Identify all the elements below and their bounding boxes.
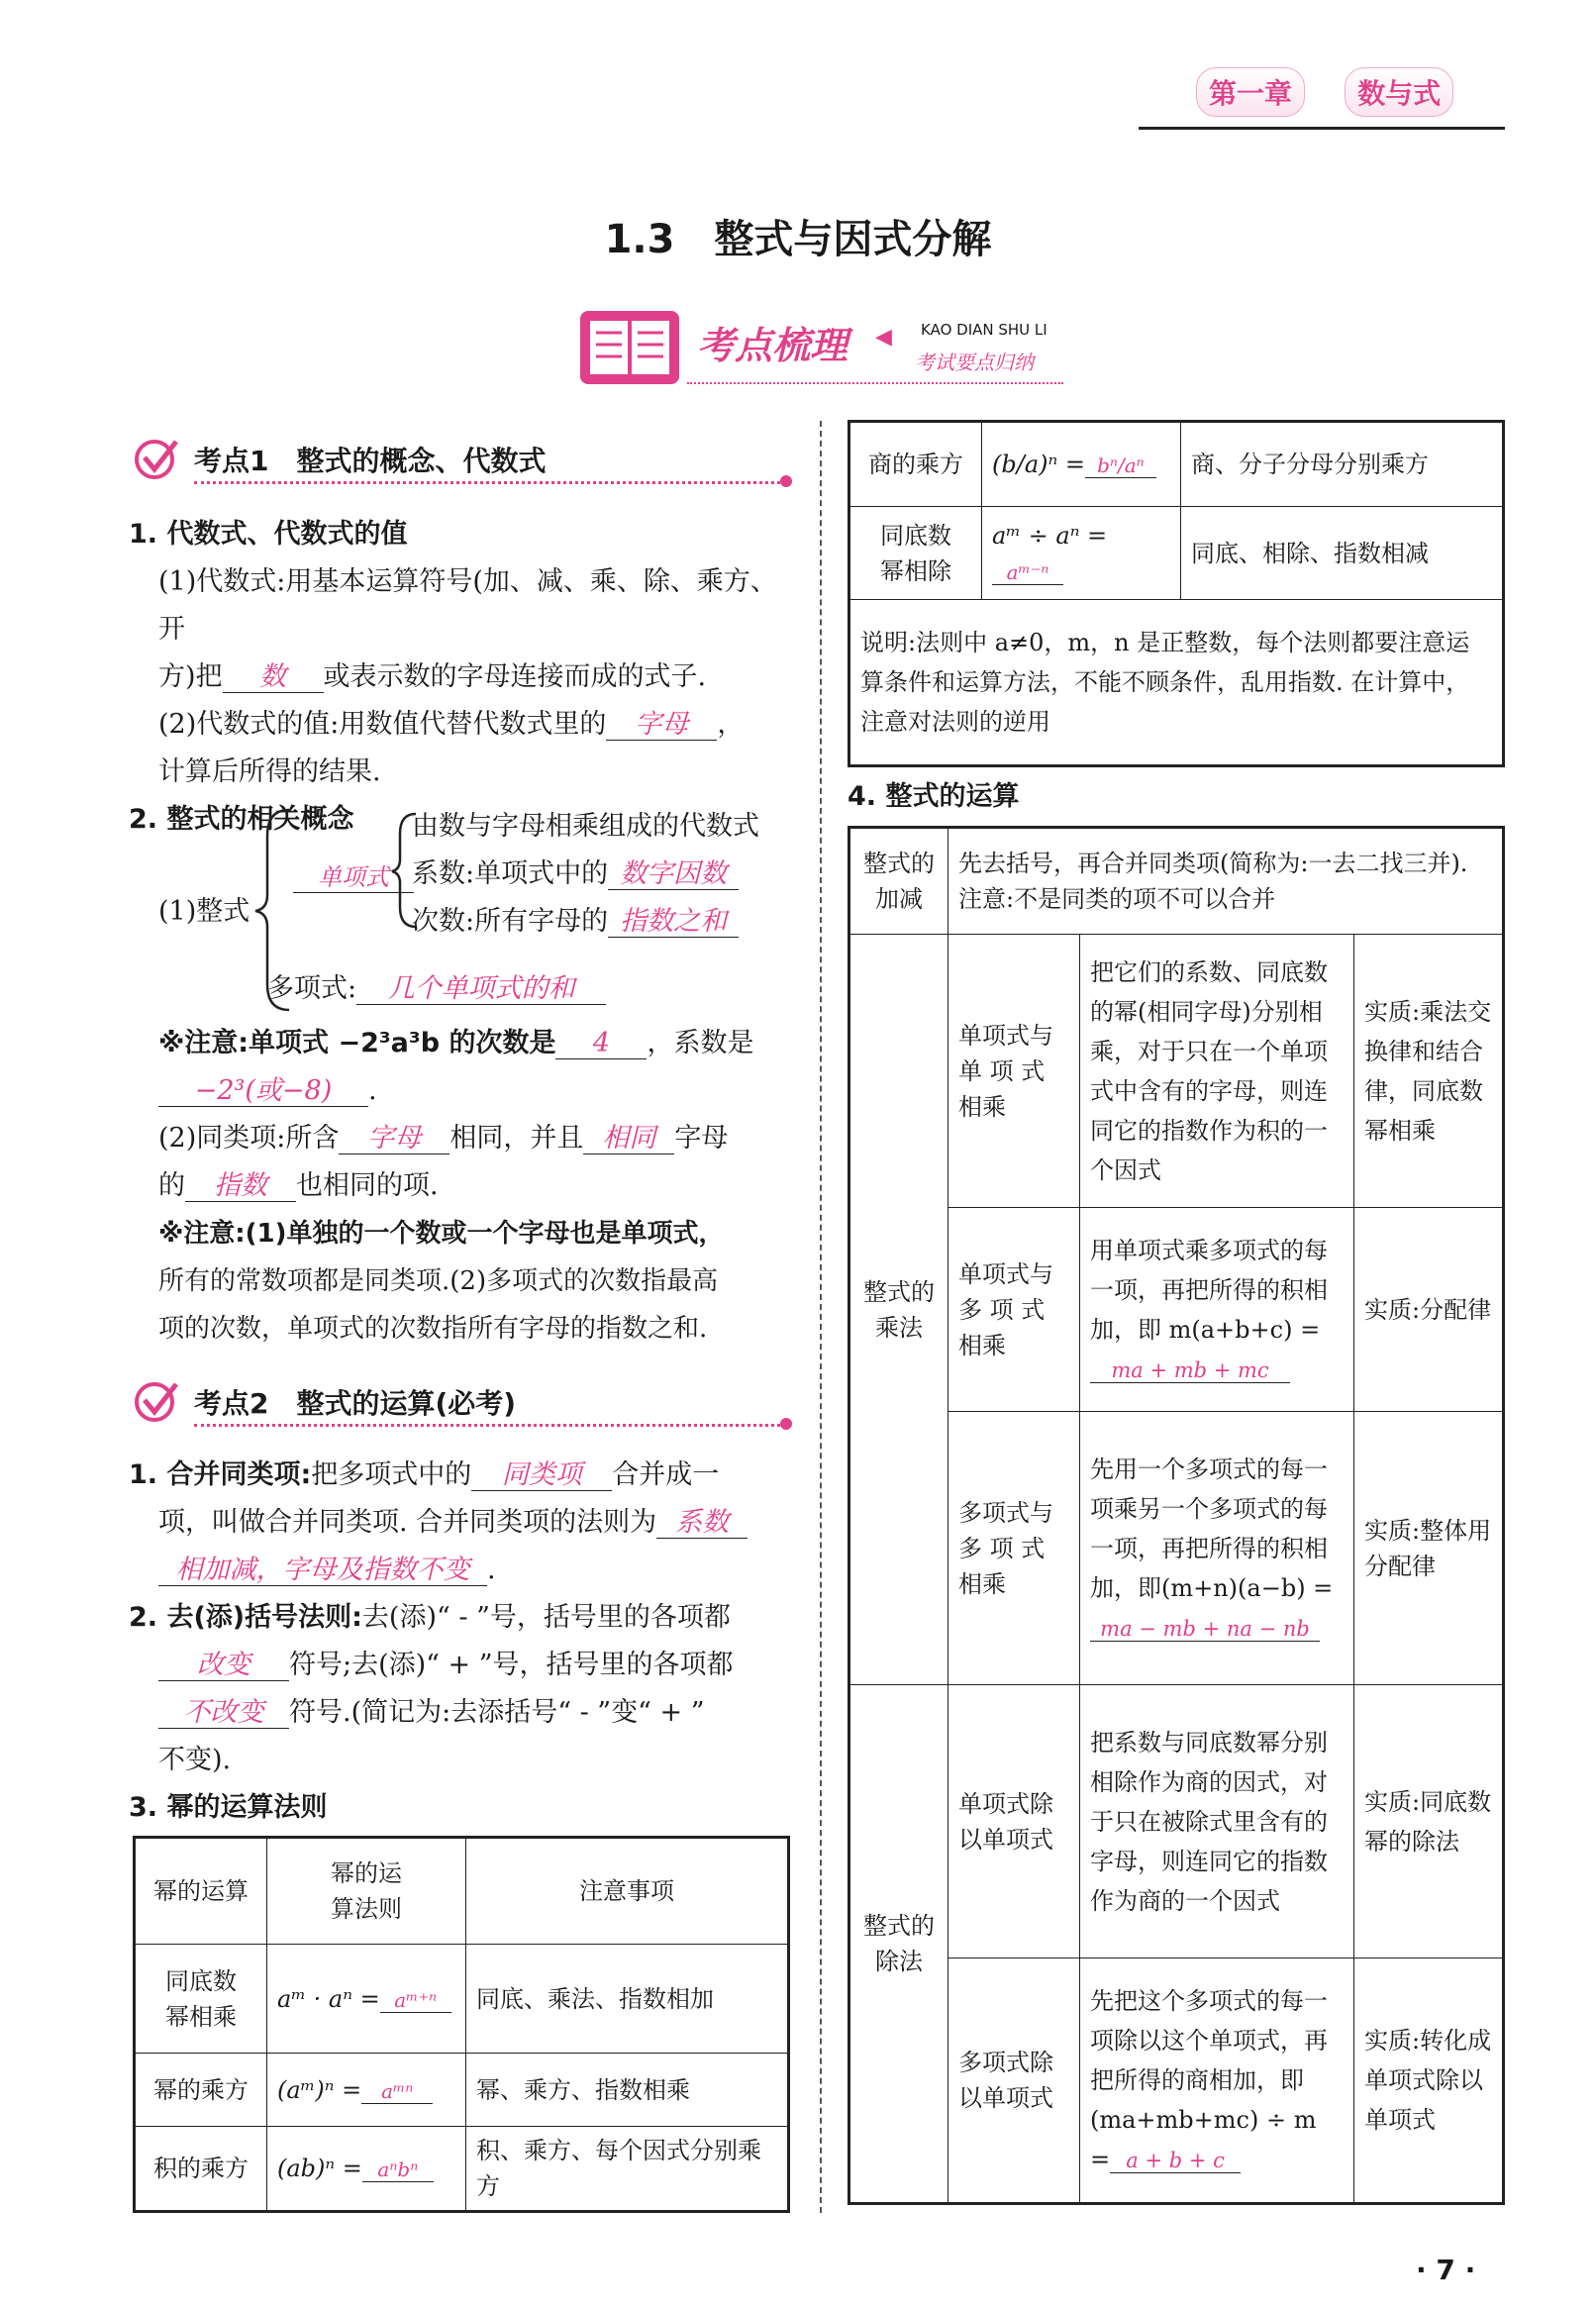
s2-ans-a: 字母 <box>339 1123 449 1154</box>
subject-label: 数与式 <box>1345 67 1453 117</box>
table-row <box>135 1945 789 2054</box>
note1-line2: −2³(或−8) . <box>129 1067 792 1115</box>
rt-r1-ans: aᵐ⁻ⁿ <box>992 561 1063 585</box>
pt-h0: 幂的运算 <box>135 1838 267 1945</box>
rt-r0-formula <box>982 422 1181 507</box>
table-row <box>849 422 1504 507</box>
ops-div-r1-ess: 实质:转化成单项式除以单项式 <box>1354 1958 1504 2204</box>
concept-brace <box>129 800 802 1028</box>
pt-r2-op: 积的乘方 <box>135 2127 267 2212</box>
pt-h1: 幂的运 算法则 <box>267 1838 466 1945</box>
kd1-body <box>129 511 792 844</box>
table-row <box>849 507 1504 600</box>
s2-item2c: 字母 <box>674 1123 729 1154</box>
s2-ans-c: 指数 <box>185 1170 296 1202</box>
power-table <box>133 1836 790 2213</box>
ops-mul-r2-ess: 实质:整体用分配律 <box>1354 1412 1504 1685</box>
ops-add-text: 先去括号，再合并同类项(简称为:一去二找三并). 注意:不是同类的项不可以合并 <box>948 828 1504 935</box>
note2c: 项的次数，单项式的次数指所有字母的指数之和. <box>158 1314 708 1344</box>
note2a-text: ※注意:(1)单独的一个数或一个字母也是单项式， <box>158 1219 725 1249</box>
note1 <box>129 1020 792 1067</box>
ops-div-name: 整式的 除法 <box>849 1685 948 2204</box>
kd2-title: 考点2 整式的运算(必考) <box>194 1387 517 1420</box>
s1-head: 1. 代数式、代数式的值 <box>129 519 408 550</box>
rt-r1-formula <box>982 507 1181 600</box>
m2-ans1: 改变 <box>158 1650 289 1681</box>
m1b: 把多项式中的 <box>311 1459 472 1490</box>
rt-r0-note: 商、分子分母分别乘方 <box>1181 422 1504 507</box>
banner-pinyin: KAO DIAN SHU LI <box>921 321 1047 339</box>
s1-p1c: 或表示数的字母连接而成的式子. <box>323 661 707 692</box>
ops-mul-r2-desc: 先用一个多项式的每一项乘另一个多项式的每一项，再把所得的积相加，即(m+n)(a−b) = <box>1090 1455 1334 1602</box>
note1b: ，系数是 <box>647 1028 754 1058</box>
s1-ans2: 字母 <box>606 709 717 741</box>
ops-mul-r2-cell <box>1080 1412 1354 1685</box>
s2-deg: 次数:所有字母的 <box>412 906 609 937</box>
check-icon <box>133 436 180 479</box>
m2d: 符号.(简记为:去添括号“ - ”变“ + ” <box>289 1697 705 1728</box>
note2b: 所有的常数项都是同类项.(2)多项式的次数指最高 <box>158 1266 719 1296</box>
note1-ans2: −2³(或−8) <box>158 1075 368 1107</box>
ops-mul-r2-ans: ma − mb + na − nb <box>1090 1617 1320 1642</box>
s2-def: 由数与字母相乘组成的代数式 <box>412 811 759 842</box>
m1-line3: 相加减，字母及指数不变 . <box>129 1547 802 1594</box>
s2-item2 <box>129 1115 792 1162</box>
s2-coef-ans: 数字因数 <box>608 858 739 890</box>
s2-coef: 系数:单项式中的 <box>412 858 609 889</box>
s2-deg-ans: 指数之和 <box>608 906 739 938</box>
ops-add-name: 整式的 加减 <box>849 828 948 935</box>
ops-div-r1-desc: 先把这个多项式的每一项除以这个单项式，再把所得的商相加，即(ma+mb+mc) ÷ m = <box>1090 1987 1328 2173</box>
m1c: 合并成一 <box>612 1459 720 1490</box>
rt-r1-f: aᵐ ÷ aⁿ = <box>992 521 1108 550</box>
banner-underline <box>687 382 1063 384</box>
rt-r1-op: 同底数 幂相除 <box>849 507 982 600</box>
banner-sub: 考试要点归纳 <box>915 351 1034 374</box>
ops-mul-r2-type: 多项式与 多 项 式 相乘 <box>948 1412 1080 1685</box>
rt-r0-f: (b/a)ⁿ = <box>992 451 1085 478</box>
table-row <box>849 1958 1504 2204</box>
m1-ans2a: 系数 <box>656 1507 748 1539</box>
m3: 3. 幂的运算法则 <box>129 1792 328 1823</box>
m2c: 符号;去(添)“ + ”号，括号里的各项都 <box>289 1650 734 1680</box>
book-icon <box>578 307 687 388</box>
header-rule <box>1139 127 1505 130</box>
m1-line2 <box>129 1499 802 1547</box>
s2-item2d: 的 <box>158 1170 185 1201</box>
m2-line1 <box>129 1594 802 1642</box>
ops-mul-name: 整式的 乘法 <box>849 935 948 1685</box>
m2-line2 <box>129 1642 802 1689</box>
ops-div-r1-type: 多项式除 以单项式 <box>948 1958 1080 2204</box>
pt-r0-ans: aᵐ⁺ⁿ <box>380 1989 451 2013</box>
ops-div-r0-type: 单项式除 以单项式 <box>948 1685 1080 1958</box>
page-number: · 7 · <box>1416 2254 1476 2286</box>
banner-arrow-icon: ◀ <box>875 325 892 350</box>
m2-line3 <box>129 1689 802 1737</box>
s1-p1a: (1)代数式:用基本运算符号(加、减、乘、除、乘方、开 <box>158 566 777 645</box>
section-banner <box>578 307 1063 388</box>
s2-item1: (1)整式 <box>158 896 250 927</box>
kd1-dotline <box>194 481 786 484</box>
table-row <box>849 935 1504 1208</box>
right-power-table <box>848 420 1505 767</box>
table-row <box>135 2054 789 2127</box>
pt-r1-op: 幂的乘方 <box>135 2054 267 2127</box>
kd2-dot <box>780 1418 792 1430</box>
s2-item2b: 相同，并且 <box>449 1123 584 1154</box>
table-row <box>135 2127 789 2212</box>
pt-h2: 注意事项 <box>466 1838 789 1945</box>
m1a: 1. 合并同类项: <box>129 1459 312 1490</box>
s2-duo-ans: 几个单项式的和 <box>356 973 606 1005</box>
rt-r0-ans: bⁿ/aⁿ <box>1085 454 1156 478</box>
pt-r0-f: aᵐ · aⁿ = <box>277 1984 380 2013</box>
ops-mul-r1-type: 单项式与 多 项 式 相乘 <box>948 1208 1080 1412</box>
pt-r0-note: 同底、乘法、指数相加 <box>466 1945 789 2054</box>
note1-ans1: 4 <box>555 1028 647 1059</box>
pt-r1-note: 幂、乘方、指数相乘 <box>466 2054 789 2127</box>
s1-p1b: 方)把 <box>158 661 223 692</box>
m1d: 项，叫做合并同类项. 合并同类项的法则为 <box>158 1507 657 1538</box>
m2e: 不变). <box>158 1745 232 1775</box>
s1-p2b: ， <box>717 709 745 740</box>
note2a <box>129 1210 792 1257</box>
ops-mul-r0-type: 单项式与 单 项 式 相乘 <box>948 935 1080 1208</box>
table-row <box>849 1208 1504 1412</box>
kd1-notes <box>129 1020 792 1353</box>
s1-p2 <box>129 701 792 749</box>
pt-r2-note: 积、乘方、每个因式分别乘方 <box>466 2127 789 2212</box>
check-icon <box>133 1378 180 1422</box>
ops-table <box>848 826 1505 2205</box>
pt-r1-f: (aᵐ)ⁿ = <box>277 2075 362 2104</box>
pt-r2-f: (ab)ⁿ = <box>277 2155 362 2182</box>
ops-mul-r0-ess: 实质:乘法交换律和结合律，同底数幂相乘 <box>1354 935 1504 1208</box>
kd1-dot <box>780 475 792 487</box>
s2-dan: 单项式 <box>293 864 414 893</box>
pt-r1-ans: aᵐⁿ <box>361 2080 433 2104</box>
page-title: 1.3 整式与因式分解 <box>604 217 992 262</box>
kd2-body <box>129 1452 802 1832</box>
rt-r1-note: 同底、相除、指数相减 <box>1181 507 1504 600</box>
pt-r1-formula <box>267 2054 466 2127</box>
m1-line1 <box>129 1452 802 1499</box>
s2-duo: 多项式: <box>267 973 357 1004</box>
rt-r0-op: 商的乘方 <box>849 422 982 507</box>
s1-ans1: 数 <box>223 661 324 693</box>
kd1-title: 考点1 整式的概念、代数式 <box>194 445 547 477</box>
ops-mul-r0-desc: 把它们的系数、同底数的幂(相同字母)分别相乘，对于只在一个单项式中含有的字母，则连同它的指数作为积的一个因式 <box>1080 935 1354 1208</box>
pt-r2-ans: aⁿbⁿ <box>362 2158 434 2182</box>
table-row <box>849 600 1504 766</box>
m2b: 去(添)“ - ”号，括号里的各项都 <box>361 1602 731 1633</box>
s2-item2-l2 <box>129 1162 792 1210</box>
note1a: ※注意:单项式 −2³a³b 的次数是 <box>158 1028 556 1058</box>
m1-ans1: 同类项 <box>471 1459 612 1491</box>
pt-r0-formula <box>267 1945 466 2054</box>
s2-item2e: 也相同的项. <box>296 1170 439 1201</box>
s1-p2c: 计算后所得的结果. <box>158 756 381 787</box>
chapter-label: 第一章 <box>1196 67 1305 117</box>
m1-ans2b: 相加减，字母及指数不变 <box>158 1555 487 1586</box>
ops-div-r1-cell <box>1080 1958 1354 2204</box>
power-table-header <box>135 1838 789 1945</box>
table-row <box>849 1412 1504 1685</box>
rt-explain: 说明:法则中 a≠0，m，n 是正整数，每个法则都要注意运算条件和运算方法，不能不顾条件，乱用指数. 在计算中，注意对法则的逆用 <box>849 600 1504 766</box>
s2-head: 2. 整式的相关概念 <box>129 804 354 835</box>
ops-mul-r1-cell <box>1080 1208 1354 1412</box>
ops-mul-r1-desc: 用单项式乘多项式的每一项，再把所得的积相加，即 m(a+b+c) = <box>1090 1236 1328 1344</box>
pt-r2-formula <box>267 2127 466 2212</box>
chapter-header <box>1196 67 1453 117</box>
banner-label: 考点梳理 <box>697 324 848 367</box>
ops-div-r0-desc: 把系数与同底数幂分别相除作为商的因式，对于只在被除式里含有的字母，则连同它的指数作为商的一个因式 <box>1080 1685 1354 1958</box>
m2-ans2: 不改变 <box>158 1697 289 1729</box>
column-divider <box>820 421 822 2213</box>
ops-div-r0-ess: 实质:同底数幂的除法 <box>1354 1685 1504 1958</box>
table-row <box>849 828 1504 935</box>
ops-mul-r1-ans: ma + mb + mc <box>1090 1358 1290 1383</box>
table-row <box>849 1685 1504 1958</box>
s4-head: 4. 整式的运算 <box>848 781 1020 812</box>
s1-p1 <box>129 653 792 701</box>
ops-div-r1-ans: a + b + c <box>1110 2149 1241 2173</box>
s2-item2a: (2)同类项:所含 <box>158 1123 340 1154</box>
pt-r0-op: 同底数 幂相乘 <box>135 1945 267 2054</box>
kd2-dotline <box>194 1424 786 1427</box>
m2a: 2. 去(添)括号法则: <box>129 1602 362 1633</box>
s2-ans-b: 相同 <box>583 1123 674 1154</box>
ops-mul-r1-ess: 实质:分配律 <box>1354 1208 1504 1412</box>
s1-p2a: (2)代数式的值:用数值代替代数式里的 <box>158 709 607 740</box>
